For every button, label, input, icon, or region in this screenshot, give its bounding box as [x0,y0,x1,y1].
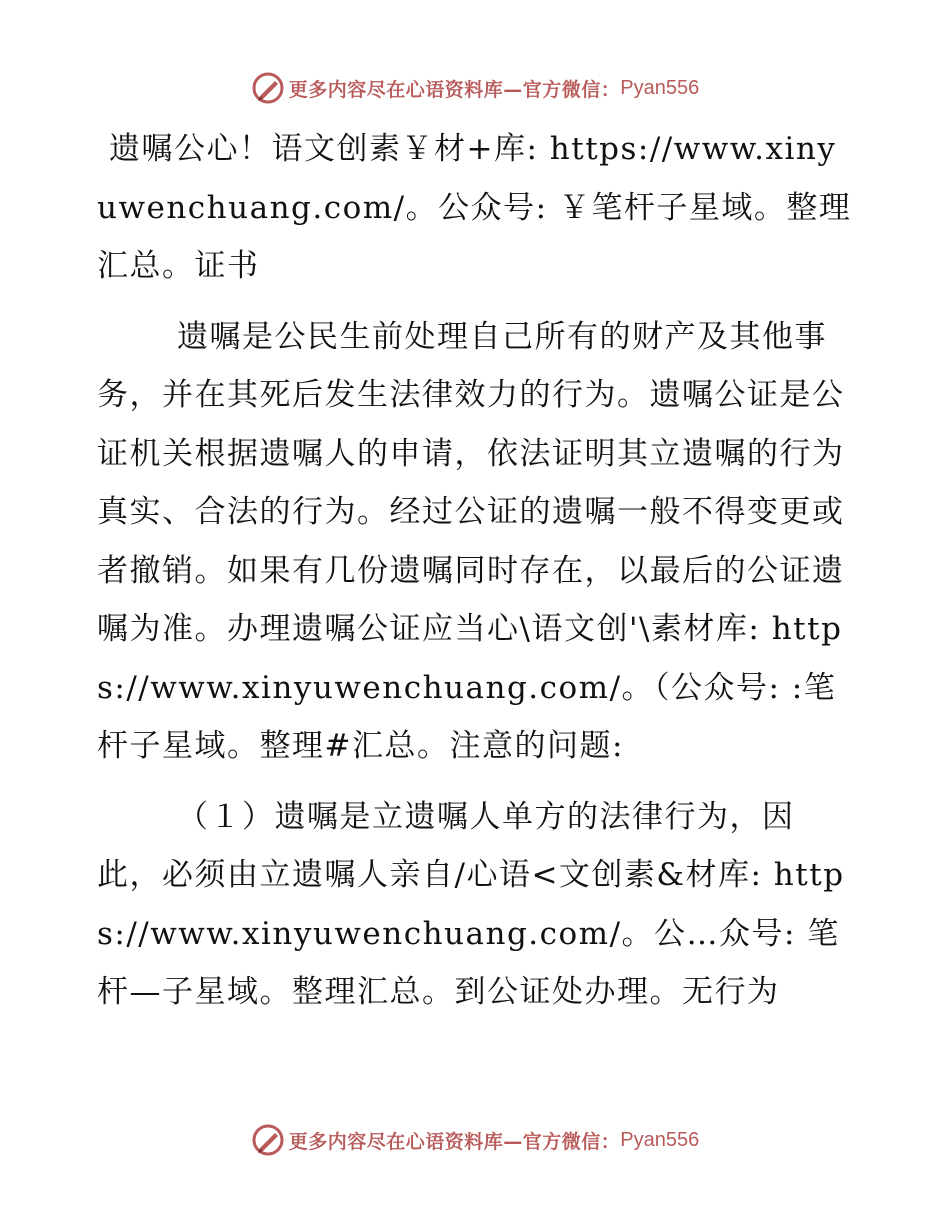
paragraph-will-definition: 遗嘱是公民生前处理自己所有的财产及其他事务，并在其死后发生法律效力的行为。遗嘱公证是公证机关根据遗嘱人的申请，依法证明其立遗嘱的行为真实、合法的行为。经过公证的遗嘱一般不得变更或者撤销。如果有几份遗嘱同时存在，以最后的公证遗嘱为准。办理遗嘱公证应当心\语文创'\素材库: https://www.xinyuwenchuang.com/。（公众号: :笔杆子星域。整理#汇总。注意的问题: [97,318,845,764]
pen-logo-icon [251,71,285,105]
header-banner [0,68,950,108]
header-wechat-id: Pyan556 [620,76,700,99]
header-banner-text: 更多内容尽在心语资料库—官方微信： [288,78,621,101]
footer-wechat-id: Pyan556 [620,1128,700,1151]
paragraph-intro: 遗嘱公心！语文创素￥材+库: https://www.xinyuwenchuang.com/。公众号: ￥笔杆子星域。整理汇总。证书 [97,131,852,284]
pen-logo-icon [251,1123,285,1157]
footer-banner [0,1120,950,1160]
footer-banner-text: 更多内容尽在心语资料库—官方微信： [288,1130,621,1153]
paragraph-item-1: （１）遗嘱是立遗嘱人单方的法律行为，因此，必须由立遗嘱人亲自/心语<文创素&材库: https://www.xinyuwenchuang.com/。公…众号: 笔杆—子星域。整理汇总。到公证处办理。无行为 [97,798,845,1010]
document-body [97,120,852,1022]
